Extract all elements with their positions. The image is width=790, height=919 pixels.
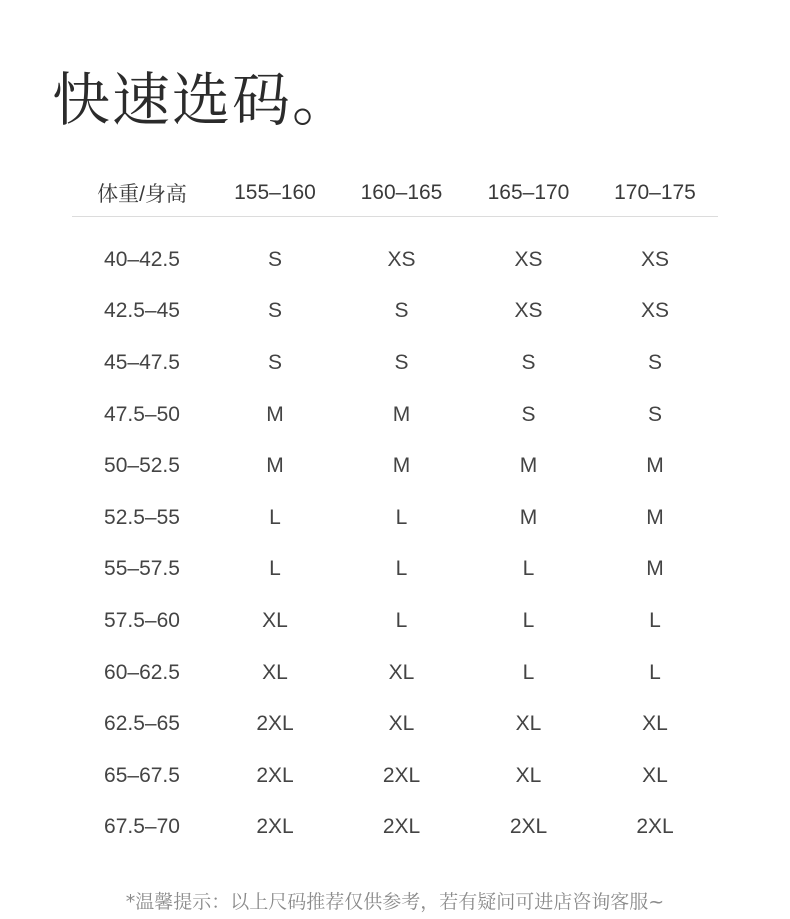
table-row — [72, 389, 718, 441]
size-cell: L — [395, 505, 408, 529]
size-cell: XS — [387, 247, 416, 271]
size-cell: XS — [640, 247, 669, 271]
size-cell: 2XL — [636, 815, 674, 839]
size-cell: S — [394, 299, 409, 323]
size-cell: 2XL — [382, 815, 421, 839]
size-cell: M — [646, 454, 664, 478]
size-cell: XL — [388, 660, 415, 684]
size-cell: M — [519, 505, 538, 529]
size-cell: 2XL — [509, 815, 548, 839]
header-height-155-160: 155–160 — [234, 181, 316, 204]
size-cell: M — [392, 402, 411, 426]
weight-cell: 55–57.5 — [104, 557, 180, 581]
table-row — [72, 647, 718, 699]
table-row — [72, 234, 718, 286]
size-cell: L — [522, 557, 535, 581]
weight-cell: 45–47.5 — [104, 350, 180, 374]
size-cell: L — [522, 608, 535, 632]
header-weight-height: 体重/身高 — [97, 183, 187, 206]
weight-cell: 62.5–65 — [104, 712, 180, 736]
size-cell: 2XL — [256, 815, 294, 839]
size-cell: L — [269, 505, 281, 529]
table-row — [72, 802, 718, 854]
size-cell: XL — [388, 712, 415, 736]
size-cell: L — [395, 608, 408, 632]
header-height-160-165: 160–165 — [360, 181, 443, 204]
table-row — [72, 337, 718, 389]
weight-cell: 67.5–70 — [104, 815, 180, 839]
table-header-row — [72, 170, 718, 217]
size-cell: M — [266, 454, 284, 478]
page-title: 快速选码。 — [52, 66, 353, 134]
table-body — [72, 234, 718, 853]
weight-cell: 65–67.5 — [104, 763, 180, 787]
size-cell: M — [392, 454, 411, 478]
size-cell: M — [646, 505, 664, 529]
table-row — [72, 440, 718, 492]
weight-cell: 57.5–60 — [104, 608, 180, 632]
size-cell: XS — [514, 299, 543, 323]
size-cell: L — [269, 557, 281, 581]
table-row — [72, 492, 718, 544]
size-cell: XL — [515, 712, 542, 736]
size-cell: S — [521, 402, 536, 426]
header-height-170-175: 170–175 — [614, 181, 696, 204]
weight-cell: 50–52.5 — [104, 454, 180, 478]
table-row — [72, 595, 718, 647]
size-chart-table — [72, 170, 718, 853]
table-row — [72, 750, 718, 802]
size-cell: XS — [514, 247, 543, 271]
size-cell: S — [267, 350, 282, 374]
size-cell: M — [266, 402, 284, 426]
table-row — [72, 544, 718, 596]
size-cell: S — [394, 350, 409, 374]
size-cell: XL — [642, 712, 668, 736]
size-cell: 2XL — [256, 712, 294, 736]
weight-cell: 60–62.5 — [104, 660, 180, 684]
size-cell: S — [267, 299, 282, 323]
size-cell: 2XL — [256, 763, 294, 787]
size-cell: XL — [515, 763, 542, 787]
header-height-165-170: 165–170 — [487, 181, 570, 204]
size-cell: XL — [642, 763, 668, 787]
size-cell: XS — [640, 299, 669, 323]
size-cell: L — [649, 660, 661, 684]
weight-cell: 52.5–55 — [104, 505, 180, 529]
size-cell: S — [267, 247, 282, 271]
size-cell: M — [519, 454, 538, 478]
size-cell: S — [521, 350, 536, 374]
weight-cell: 47.5–50 — [104, 402, 180, 426]
size-cell: L — [522, 660, 535, 684]
size-cell: L — [395, 557, 408, 581]
weight-cell: 42.5–45 — [104, 299, 180, 323]
size-cell: XL — [262, 660, 288, 684]
size-cell: S — [647, 350, 662, 374]
size-cell: XL — [262, 608, 288, 632]
size-cell: 2XL — [382, 763, 421, 787]
table-row — [72, 286, 718, 338]
size-cell: L — [649, 608, 661, 632]
size-cell: S — [647, 402, 662, 426]
table-row — [72, 698, 718, 750]
disclaimer-note: *温馨提示：以上尺码推荐仅供参考，若有疑问可进店咨询客服~ — [125, 891, 665, 913]
weight-cell: 40–42.5 — [104, 247, 180, 271]
size-cell: M — [646, 557, 664, 581]
